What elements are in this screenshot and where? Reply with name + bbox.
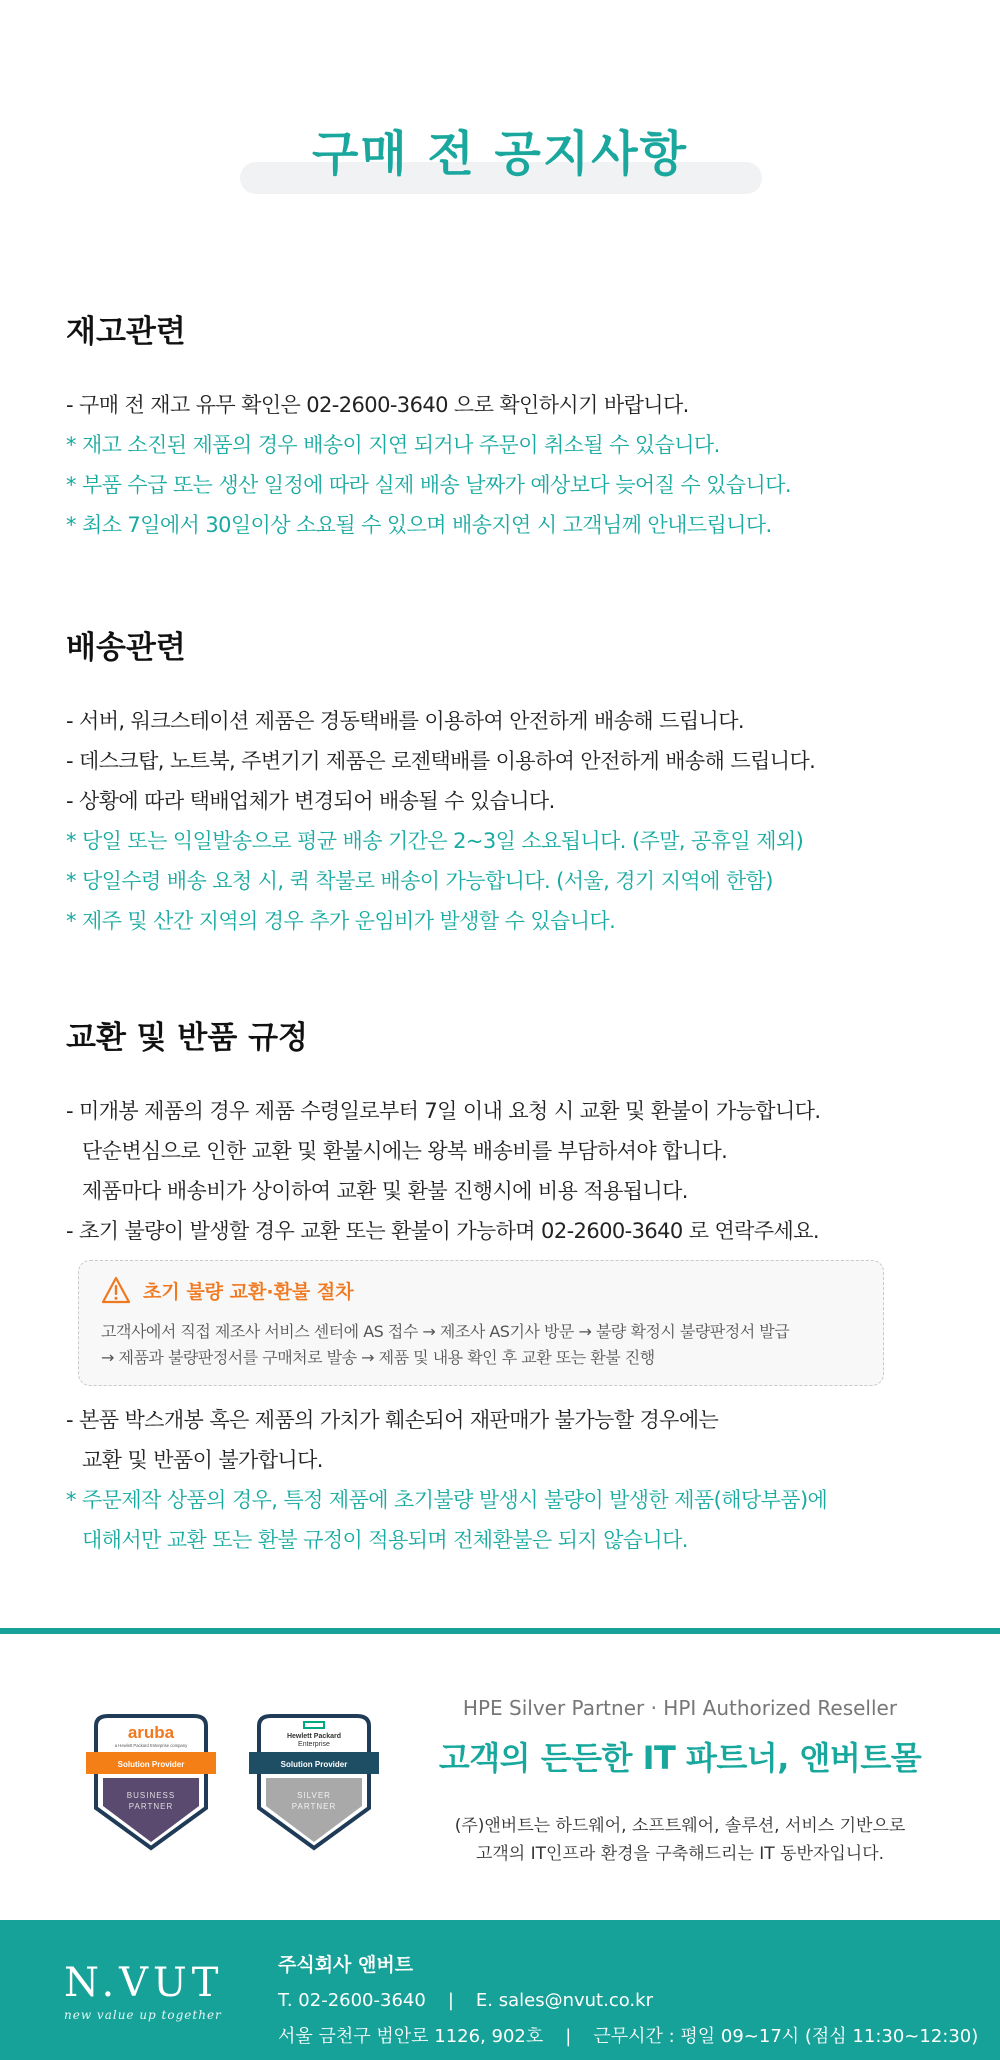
returns-line-2: 단순변심으로 인한 교환 및 환불시에는 왕복 배송비를 부담하셔야 합니다.	[82, 1139, 728, 1163]
stock-line-2: * 재고 소진된 제품의 경우 배송이 지연 되거나 주문이 취소될 수 있습니다.	[66, 433, 720, 457]
separator: |	[447, 1990, 454, 2011]
hpe-brand-1: Hewlett Packard	[286, 1733, 342, 1740]
aruba-brand: aruba	[127, 1723, 175, 1742]
section-heading: 재고관련	[66, 314, 186, 350]
aruba-tier-2: PARTNER	[128, 1802, 174, 1811]
business-hours: 근무시간 : 평일 09~17시 (점심 11:30~12:30)	[593, 2026, 979, 2047]
page-title: 구매 전 공지사항	[312, 126, 688, 182]
shipping-line-1: - 서버, 워크스테이션 제품은 경동택배를 이용하여 안전하게 배송해 드립니다.	[66, 709, 744, 733]
stock-line-4: * 최소 7일에서 30일이상 소요될 수 있으며 배송지연 시 고객님께 안내드립니다.	[66, 513, 772, 537]
returns-line-1: - 미개봉 제품의 경우 제품 수령일로부터 7일 이내 요청 시 교환 및 환불이 가능합니다.	[66, 1099, 821, 1123]
extra-line-3: * 주문제작 상품의 경우, 특정 제품에 초기불량 발생시 불량이 발생한 제품(해당부품)에	[66, 1488, 828, 1512]
partner-desc-line-2: 고객의 IT인프라 환경을 구축해드리는 IT 동반자입니다.	[475, 1844, 885, 1864]
section-divider	[0, 1628, 1000, 1634]
section-shipping	[66, 622, 966, 941]
notice-title: 초기 불량 교환·환불 절차	[143, 1280, 354, 1303]
address: 서울 금천구 범안로 1126, 902호	[278, 2026, 544, 2047]
stock-line-1: - 구매 전 재고 유무 확인은 02-2600-3640 으로 확인하시기 바랍니다.	[66, 393, 689, 417]
section-heading: 배송관련	[66, 630, 186, 666]
returns-line-3: 제품마다 배송비가 상이하여 교환 및 환불 진행시에 비용 적용됩니다.	[82, 1179, 688, 1203]
separator: |	[565, 2026, 572, 2047]
shipping-line-6: * 제주 및 산간 지역의 경우 추가 운임비가 발생할 수 있습니다.	[66, 909, 616, 933]
footer	[0, 1920, 1000, 2060]
hpe-ribbon: Solution Provider	[280, 1760, 348, 1769]
contact-row-1	[278, 1990, 653, 2011]
extra-line-4: 대해서만 교환 또는 환불 규정이 적용되며 전체환불은 되지 않습니다.	[82, 1528, 688, 1552]
stock-line-3: * 부품 수급 또는 생산 일정에 따라 실제 배송 날짜가 예상보다 늦어질 수 있습니다.	[66, 473, 791, 497]
notice-title-row	[101, 1275, 354, 1305]
shipping-line-2: - 데스크탑, 노트북, 주변기기 제품은 로젠택배를 이용하여 안전하게 배송해 드립니다.	[66, 749, 816, 773]
company-name: 주식회사 앤버트	[278, 1954, 414, 1976]
hpe-partner-badge	[249, 1712, 379, 1852]
partner-headline: 고객의 든든한 IT 파트너, 앤버트몰	[438, 1739, 922, 1777]
shipping-line-4: * 당일 또는 익일발송으로 평균 배송 기간은 2~3일 소요됩니다. (주말, 공휴일 제외)	[66, 829, 804, 853]
section-returns	[66, 1012, 966, 1251]
email-link[interactable]: E. sales@nvut.co.kr	[475, 1990, 653, 2011]
logo-tagline: new value up together	[64, 2008, 222, 2022]
section-stock	[66, 306, 966, 545]
extra-line-2: 교환 및 반품이 불가합니다.	[82, 1448, 323, 1472]
aruba-partner-badge	[86, 1712, 216, 1852]
extra-line-1: - 본품 박스개봉 혹은 제품의 가치가 훼손되어 재판매가 불가능할 경우에는	[66, 1408, 719, 1432]
partner-subtitle: HPE Silver Partner · HPI Authorized Reseller	[462, 1696, 898, 1720]
defect-procedure-box	[78, 1260, 884, 1386]
shipping-line-5: * 당일수령 배송 요청 시, 퀵 착불로 배송이 가능합니다. (서울, 경기 지역에 한함)	[66, 869, 773, 893]
section-returns-extra	[66, 1400, 966, 1560]
shipping-line-3: - 상황에 따라 택배업체가 변경되어 배송될 수 있습니다.	[66, 789, 555, 813]
partner-desc-line-1: (주)앤버트는 하드웨어, 소프트웨어, 솔루션, 서비스 기반으로	[454, 1816, 906, 1836]
hpe-brand-2: Enterprise	[298, 1741, 330, 1748]
partner-description	[430, 1812, 930, 1868]
section-heading: 교환 및 반품 규정	[66, 1020, 308, 1056]
hpe-tier-1: SILVER	[297, 1791, 331, 1800]
aruba-tier-1: BUSINESS	[126, 1791, 176, 1800]
aruba-ribbon: Solution Provider	[117, 1760, 185, 1769]
notice-body	[101, 1319, 789, 1371]
page-title-block	[0, 115, 1000, 205]
notice-line-2: → 제품과 불량판정서를 구매처로 발송 → 제품 및 내용 확인 후 교환 또는 환불 진행	[101, 1348, 655, 1367]
notice-line-1: 고객사에서 직접 제조사 서비스 센터에 AS 접수 → 제조사 AS기사 방문 → 불량 확정시 불량판정서 발급	[101, 1322, 790, 1341]
hpe-tier-2: PARTNER	[291, 1802, 337, 1811]
company-logo: N.VUT	[64, 1960, 224, 2006]
phone-number: T. 02-2600-3640	[278, 1990, 426, 2011]
warning-icon	[101, 1276, 131, 1304]
returns-line-4: - 초기 불량이 발생할 경우 교환 또는 환불이 가능하며 02-2600-3640 로 연락주세요.	[66, 1219, 819, 1243]
contact-row-2	[278, 2022, 978, 2048]
aruba-brand-sub: a Hewlett Packard Enterprise company	[114, 1743, 188, 1748]
